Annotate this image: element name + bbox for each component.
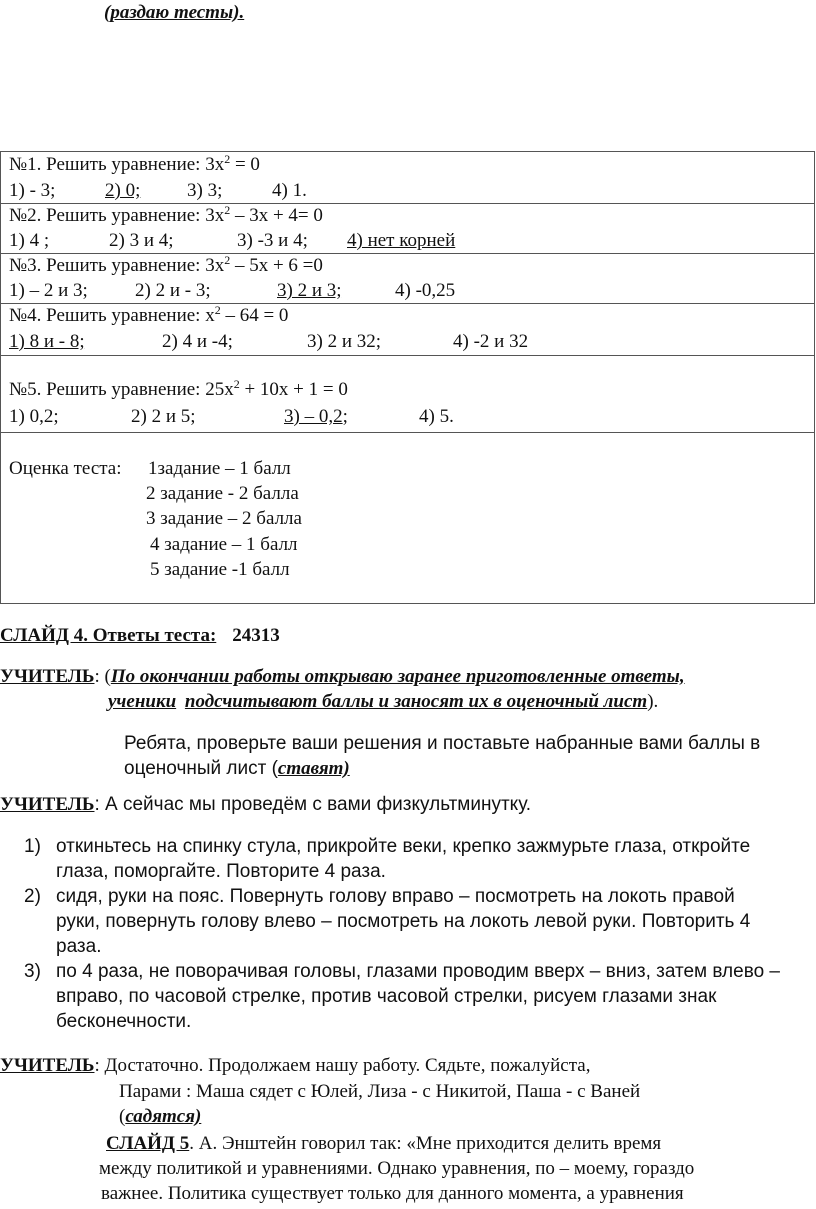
question-4-title: №4. Решить уравнение: $x^2 - 64 = 0$ xyxy=(9,303,289,326)
table-divider xyxy=(1,432,814,433)
option: 1) 0,2; xyxy=(9,406,59,427)
option-correct: 3) 2 и 3; xyxy=(277,280,342,301)
option-correct: 3) – 0,2; xyxy=(284,406,348,427)
list-item-number: 3) xyxy=(24,961,41,982)
list-item-line: по 4 раза, не поворачивая головы, глазами проводим вверх – вниз, затем влево – xyxy=(56,961,780,982)
list-item-line: раза. xyxy=(56,936,102,957)
test-answer-key: 24313 xyxy=(232,625,280,646)
list-item-line: сидя, руки на пояс. Повернуть голову вправо – посмотреть на локоть правой xyxy=(56,886,735,907)
question-1-title: №1. Решить уравнение: $3x^2 = 0$ xyxy=(9,152,260,175)
option-correct: 1) 8 и - 8; xyxy=(9,331,85,352)
option: 1) 4 ; xyxy=(9,230,50,251)
list-item-line: глаза, поморгайте. Повторите 4 раза. xyxy=(56,861,386,882)
speech-line: оценочный лист (ставят) xyxy=(124,758,350,779)
list-item-number: 2) xyxy=(24,886,41,907)
option: 2) 3 и 4; xyxy=(109,230,174,251)
table-divider xyxy=(1,203,814,204)
option: 2) 4 и -4; xyxy=(162,331,233,352)
list-item-line: руки, повернуть голову влево – посмотреть на локоть левой руки. Повторить 4 xyxy=(56,911,751,932)
option: 1) – 2 и 3; xyxy=(9,280,88,301)
grading-line: 3 задание – 2 балла xyxy=(146,508,302,529)
table-divider xyxy=(1,253,814,254)
grading-label: Оценка теста: xyxy=(9,458,122,479)
option-correct: 4) нет корней xyxy=(347,230,456,251)
option: 2) 2 и 5; xyxy=(131,406,196,427)
list-item-number: 1) xyxy=(24,836,41,857)
option-correct: 2) 0; xyxy=(105,180,141,201)
list-item-line: откиньтесь на спинку стула, прикройте веки, крепко зажмурьте глаза, откройте xyxy=(56,836,751,857)
slide-4-heading: СЛАЙД 4. Ответы теста: 24313 xyxy=(0,625,280,646)
option: 3) 3; xyxy=(187,180,223,201)
slide-5-line: между политикой и уравнениями. Однако уравнения, по – моему, гораздо xyxy=(99,1158,695,1179)
teacher-action: (садятся) xyxy=(119,1106,202,1127)
grading-line: 1задание – 1 балл xyxy=(148,458,291,479)
list-item-line: бесконечности. xyxy=(56,1011,192,1032)
teacher-remark-3: УЧИТЕЛЬ: Достаточно. Продолжаем нашу работу. Сядьте, пожалуйста, xyxy=(0,1055,591,1076)
teacher-remark-1: УЧИТЕЛЬ: (По окончании работы открываю заранее приготовленные ответы, xyxy=(0,666,685,687)
grading-line: 4 задание – 1 балл xyxy=(150,534,298,555)
option: 3) 2 и 32; xyxy=(307,331,382,352)
question-2-title: №2. Решить уравнение: $3x^2 - 3x + 4= 0$ xyxy=(9,203,323,226)
teacher-remark-1-cont: ученики подсчитывают баллы и заносят их в оценочный лист). xyxy=(108,691,659,712)
teacher-remark-2: УЧИТЕЛЬ: А сейчас мы проведём с вами физкультминутку. xyxy=(0,794,532,815)
option: 1) - 3; xyxy=(9,180,56,201)
option: 3) -3 и 4; xyxy=(237,230,308,251)
table-divider xyxy=(1,303,814,304)
slide-5-line: важнее. Политика существует только для данного момента, а уравнения xyxy=(101,1183,684,1204)
option: 4) 5. xyxy=(419,406,454,427)
handout-note: (раздаю тесты). xyxy=(104,2,245,23)
slide-5-line: СЛАЙД 5. А. Энштейн говорил так: «Мне приходится делить время xyxy=(106,1133,662,1154)
test-table xyxy=(0,151,815,604)
question-5-title: №5. Решить уравнение: $25x^2 + 10x + 1 = 0$ xyxy=(9,377,348,400)
question-3-title: №3. Решить уравнение: $3x^2 - 5x + 6 =0$ xyxy=(9,253,323,276)
table-divider xyxy=(1,355,814,356)
option: 4) 1. xyxy=(272,180,307,201)
speech-line: Ребята, проверьте ваши решения и поставьте набранные вами баллы в xyxy=(124,733,761,754)
option: 4) -0,25 xyxy=(395,280,456,301)
option: 2) 2 и - 3; xyxy=(135,280,211,301)
list-item-line: вправо, по часовой стрелке, против часовой стрелки, рисуем глазами знак xyxy=(56,986,717,1007)
grading-line: 5 задание -1 балл xyxy=(150,559,290,580)
seating-pairs: Парами : Маша сядет с Юлей, Лиза - с Никитой, Паша - с Ваней xyxy=(119,1081,641,1102)
option: 4) -2 и 32 xyxy=(453,331,529,352)
grading-line: 2 задание - 2 балла xyxy=(146,483,299,504)
